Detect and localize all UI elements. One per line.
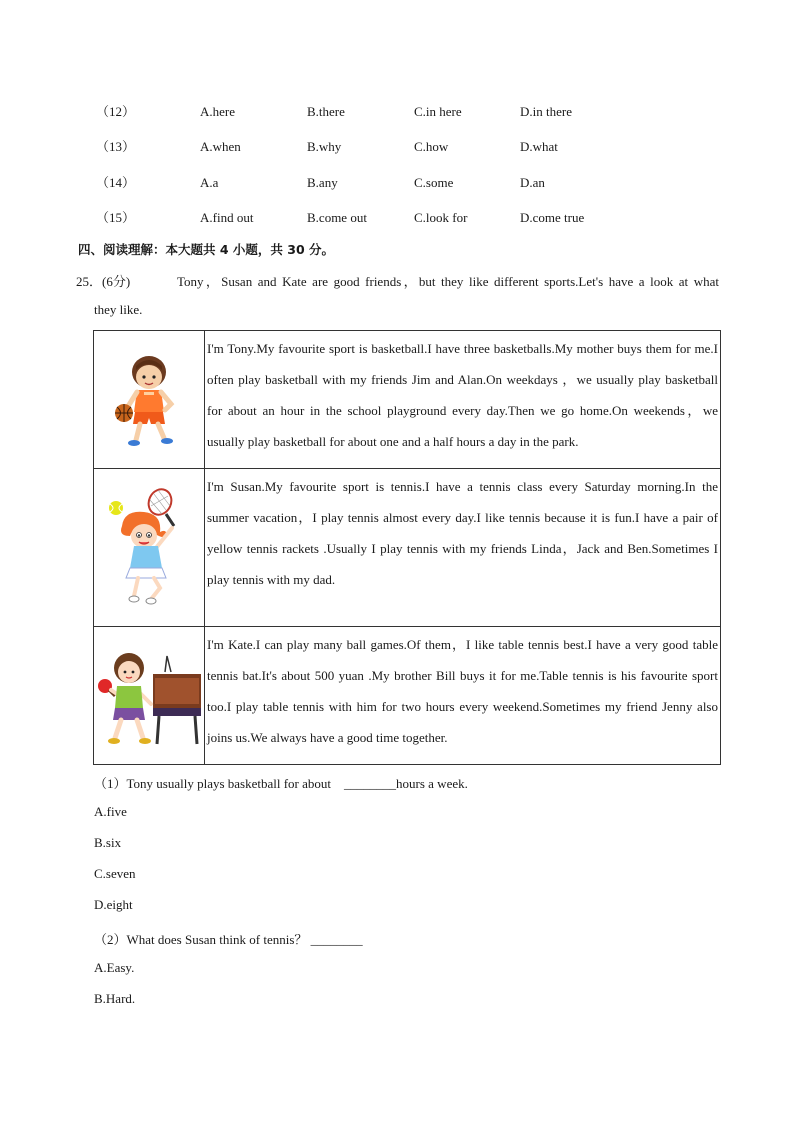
blank-number: （14） (96, 175, 136, 190)
option-a: A.find out (200, 210, 254, 225)
option-row (0, 101, 794, 123)
blank-number: （13） (96, 139, 136, 154)
option-d: D.an (520, 175, 545, 190)
option-d: D.come true (520, 210, 585, 225)
option-c: C.how (414, 139, 449, 154)
option-c: C.some (414, 175, 454, 190)
sub-question-stem: （2）What does Susan think of tennis？ ________ (94, 932, 363, 947)
image-cell (94, 627, 205, 765)
passage-text: I'm Susan.My favourite sport is tennis.I have a tennis class every Saturday morning.In the summer vacation，I play tennis almost every day.I like tennis because it is fun.I have a pair of yellow tennis rackets .Usually I play tennis with my friends Linda，Jack and Ben.Sometimes I play tennis with my dad. (205, 469, 721, 627)
answer-option: A.Easy. (94, 960, 135, 975)
reading-table (93, 330, 721, 765)
option-b: B.there (307, 104, 345, 119)
option-d: D.in there (520, 104, 572, 119)
image-cell (94, 469, 205, 627)
option-b: B.come out (307, 210, 367, 225)
option-a: A.a (200, 175, 219, 190)
option-b: B.why (307, 139, 342, 154)
answer-option: B.six (94, 835, 122, 850)
intro-line-1: Tony，Susan and Kate are good friends，but they like different sports.Let's have a look at what (177, 274, 719, 289)
option-d: D.what (520, 139, 558, 154)
passage-text: I'm Kate.I can play many ball games.Of them，I like table tennis best.I have a very good table tennis bat.It's about 500 yuan .My brother Bill buys it for me.Table tennis is his favourite sport too.I play table tennis with him for two hours every weekend.Sometimes my friend Jenny also joins us.We always have a good time together. (205, 627, 721, 765)
passage-text: I'm Tony.My favourite sport is basketball.I have three basketballs.My mother buys them for me.I often play basketball with my friends Jim and Alan.On weekdays ，we usually play basketball for about an hour in the school playground every day.Then we go home.On weekends，we usually play basketball for about one and a half hours a day in the park. (205, 331, 721, 469)
option-b: B.any (307, 175, 338, 190)
option-row (0, 207, 794, 229)
section-heading: 四、阅读理解：本大题共 4 小题，共 30 分。 (78, 242, 335, 257)
option-a: A.when (200, 139, 241, 154)
intro-line-2: they like. (94, 302, 143, 317)
boy-basketball-illustration (109, 350, 189, 450)
option-c: C.look for (414, 210, 468, 225)
option-row (0, 172, 794, 194)
girl-table-tennis-illustration (95, 644, 203, 748)
blank-number: （12） (96, 104, 136, 119)
sub-question-stem: （1）Tony usually plays basketball for about ________hours a week. (94, 776, 468, 791)
passage-row (94, 469, 721, 627)
option-a: A.here (200, 104, 236, 119)
passage-row (94, 331, 721, 469)
answer-option: B.Hard. (94, 991, 136, 1006)
question-number: 25．(6分) (76, 274, 131, 289)
blank-number: （15） (96, 210, 136, 225)
answer-option: D.eight (94, 897, 133, 912)
option-c: C.in here (414, 104, 462, 119)
image-cell (94, 331, 205, 469)
answer-option: C.seven (94, 866, 136, 881)
girl-tennis-illustration (104, 488, 194, 608)
passage-row (94, 627, 721, 765)
option-row (0, 136, 794, 158)
answer-option: A.five (94, 804, 127, 819)
